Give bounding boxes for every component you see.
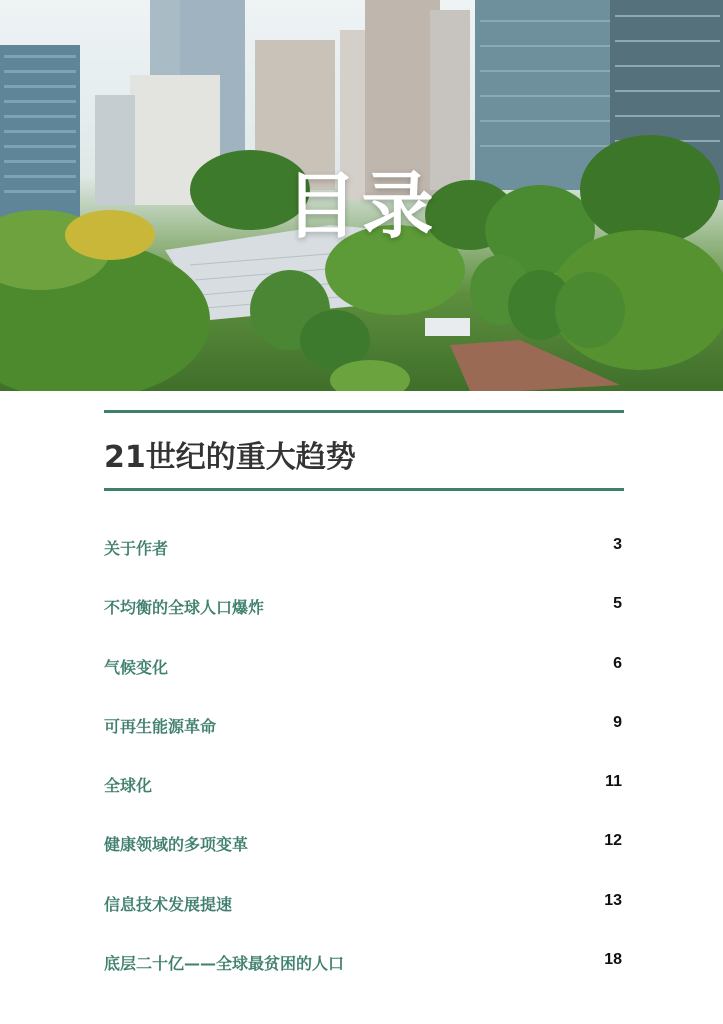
toc-entry-title[interactable]: 可再生能源革命 [104, 716, 217, 736]
toc-entry-title[interactable]: 健康领域的多项变革 [104, 835, 249, 855]
toc-entry[interactable] [104, 765, 624, 824]
toc-entry[interactable] [104, 943, 624, 1002]
toc-entry[interactable] [104, 824, 624, 883]
toc-entry-title[interactable]: 不均衡的全球人口爆炸 [104, 598, 265, 618]
toc-entry[interactable] [104, 884, 624, 943]
toc-entry[interactable] [104, 706, 624, 765]
toc-entry[interactable] [104, 647, 624, 706]
toc-entry-title[interactable]: 底层二十亿——全球最贫困的人口 [104, 954, 345, 974]
toc-entry[interactable] [104, 528, 624, 587]
toc-entry-title[interactable]: 全球化 [104, 776, 153, 796]
bottom-divider [104, 488, 624, 491]
hero-title: 目录 [285, 164, 438, 248]
toc-entry-page: 9 [613, 713, 622, 731]
toc-entry-page: 11 [605, 773, 622, 791]
toc-entry-page: 12 [604, 832, 622, 850]
top-divider [104, 410, 624, 413]
toc-entry-title[interactable]: 信息技术发展提速 [104, 894, 233, 914]
section-title: 21世纪的重大趋势 [104, 440, 356, 475]
toc-entry-page: 13 [604, 891, 622, 909]
toc-entry-page: 3 [613, 536, 622, 553]
toc-entry-title[interactable]: 关于作者 [104, 539, 169, 558]
toc-entry-page: 18 [604, 951, 622, 969]
hero-image [0, 0, 723, 391]
table-of-contents [104, 528, 624, 1002]
toc-entry-title[interactable]: 气候变化 [104, 657, 169, 677]
toc-entry-page: 5 [613, 595, 622, 613]
toc-entry[interactable] [104, 587, 624, 646]
toc-entry-page: 6 [613, 654, 622, 672]
